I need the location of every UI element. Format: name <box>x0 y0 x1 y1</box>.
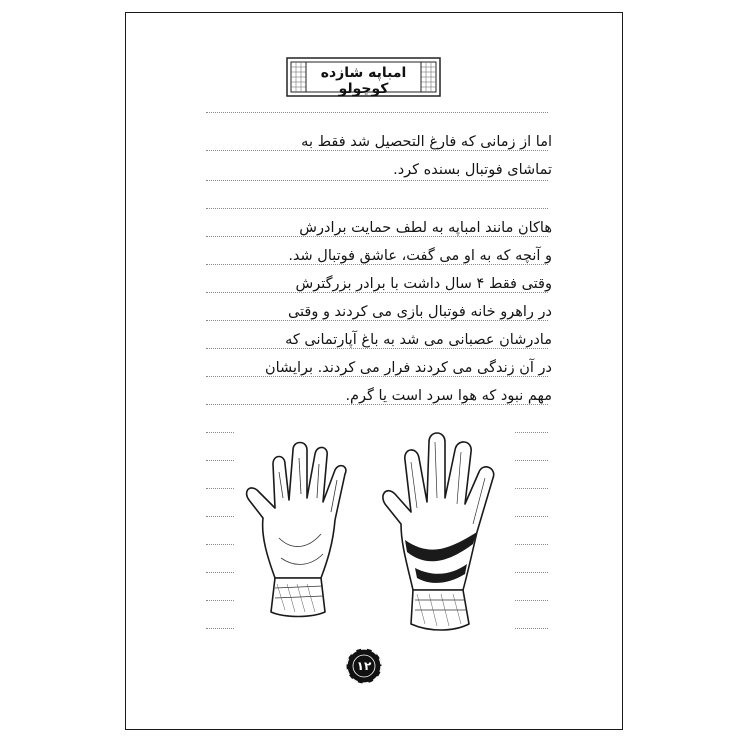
chapter-title-box <box>286 57 441 97</box>
text-line: مادرشان عصبانی می شد به باغ آپارتمانی که <box>285 332 552 348</box>
text-line: هاکان مانند امباپه به لطف حمایت برادرش <box>299 220 552 236</box>
chapter-title: امباپه شازده کوچولو <box>320 65 407 97</box>
paragraph-2 <box>200 214 552 410</box>
text-line: اما از زمانی که فارغ التحصیل شد فقط به <box>301 134 552 150</box>
paragraph-1 <box>200 128 552 184</box>
text-line: تماشای فوتبال بسنده کرد. <box>393 162 552 178</box>
goalkeeper-gloves-icon <box>235 428 515 642</box>
ruled-line <box>206 208 548 209</box>
ruled-line <box>206 112 548 113</box>
page-number: ۱۲ <box>356 659 372 673</box>
text-line: و آنچه که به او می گفت، عاشق فوتبال شد. <box>288 248 552 264</box>
text-line: در آن زندگی می کردند فرار می کردند. برایشان <box>264 360 552 376</box>
text-line: وقتی فقط ۴ سال داشت با برادر بزرگترش <box>295 276 552 292</box>
text-line: در راهرو خانه فوتبال بازی می کردند و وقتی <box>287 304 552 320</box>
text-line: مهم نبود که هوا سرد است یا گرم. <box>345 388 552 404</box>
